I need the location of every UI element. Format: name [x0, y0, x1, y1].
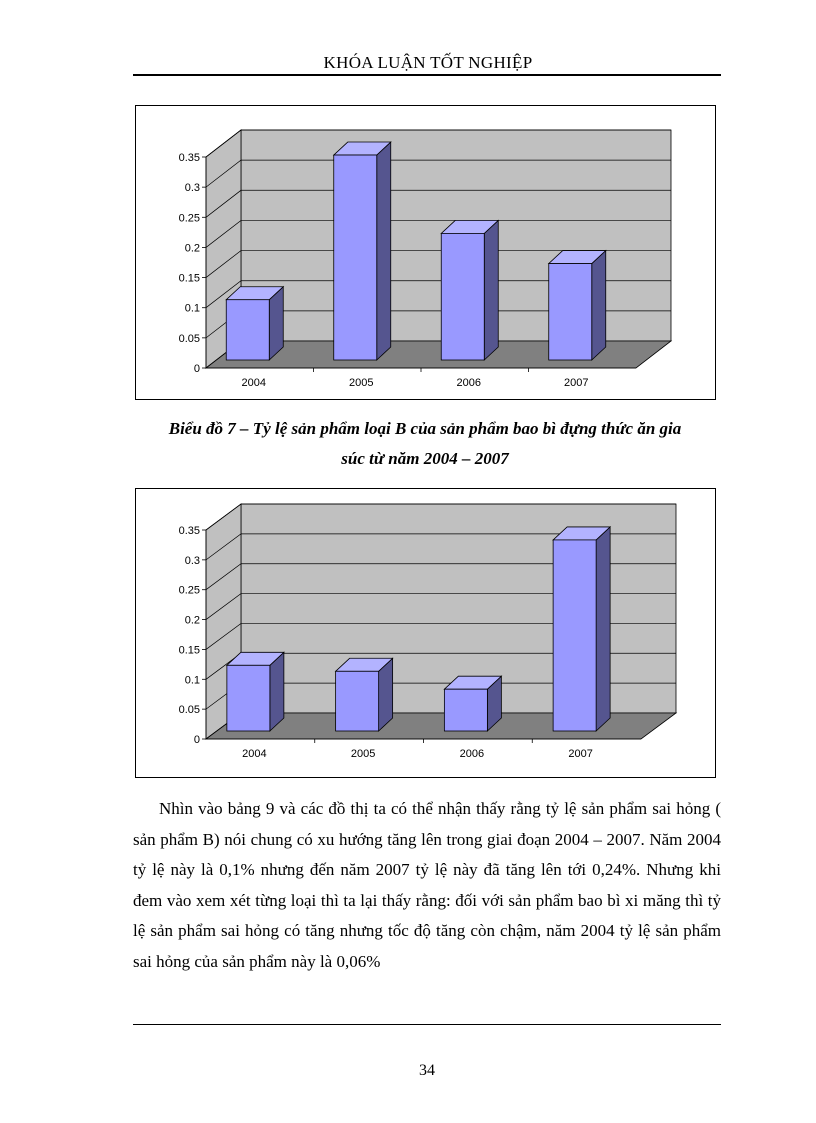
- body-paragraph-text: Nhìn vào bảng 9 và các đồ thị ta có thể nhận thấy rằng tỷ lệ sản phẩm sai hỏng ( sản phẩm B) nói chung có xu hướng tăng lên trong giai đoạn 2004 – 2007. Năm 2004 tỷ lệ này là 0,1% nhưng đến năm 2007 tỷ lệ này đã tăng lên tới 0,24%. Nhưng khi đem vào xem xét từng loại thì ta lại thấy rằng: đối với sản phẩm bao bì xi măng thì tỷ lệ sản phẩm sai hỏng có tăng nhưng tốc độ tăng còn chậm, năm 2004 tỷ lệ sản phẩm sai hỏng của sản phẩm này là 0,06%: [133, 799, 721, 971]
- body-paragraph: [133, 794, 721, 977]
- chart-1-bar-2007: [549, 264, 592, 360]
- bar-chart-2: [135, 488, 716, 778]
- bar-chart-1-svg: [136, 106, 715, 399]
- chart-2-bar-2006: [444, 689, 487, 731]
- chart-2-y-tick-label: 0.2: [184, 614, 200, 627]
- chart-1-y-tick-label: 0.2: [184, 242, 200, 255]
- chart-1-y-tick-label: 0.35: [178, 152, 200, 164]
- footer-rule: [133, 1024, 721, 1025]
- chart-2-bar-2004-side: [270, 652, 284, 731]
- chart-1-bar-2007-side: [592, 251, 606, 360]
- chart-1-y-tick-label: 0.1: [184, 302, 200, 315]
- chart-1-y-tick-label: 0.3: [184, 182, 200, 195]
- chart-1-bar-2004: [226, 300, 269, 360]
- chart-2-bar-2007-side: [596, 527, 610, 731]
- chart-2-y-tick-label: 0.35: [178, 525, 200, 537]
- chart-1-x-tick-label: 2007: [564, 377, 589, 389]
- chart-2-x-tick-label: 2007: [568, 748, 593, 760]
- chart-2-y-tick-label: 0: [193, 734, 200, 746]
- chart-2-bar-2007: [553, 540, 596, 731]
- chart-2-x-tick-label: 2004: [242, 748, 267, 760]
- chart-2-y-tick-label: 0.25: [178, 584, 200, 597]
- header-title: KHÓA LUẬN TỐT NGHIỆP: [323, 53, 533, 72]
- page-number: 34: [419, 1062, 435, 1079]
- chart-1-bar-2006: [441, 233, 484, 360]
- chart-1-x-tick-label: 2005: [349, 377, 374, 389]
- chart-2-y-tick-label: 0.3: [184, 554, 200, 567]
- bar-chart-1: [135, 105, 716, 400]
- chart-2-y-tick-label: 0.15: [178, 644, 200, 657]
- chart-1-x-tick-label: 2004: [241, 377, 266, 389]
- chart-1-bar-2005: [334, 155, 377, 360]
- chart-2-bar-2004: [227, 665, 270, 731]
- chart-1-caption-line-2: súc từ năm 2004 – 2007: [341, 449, 509, 468]
- chart-1-y-tick-label: 0.05: [178, 332, 200, 345]
- chart-2-bar-2005: [336, 671, 379, 731]
- chart-1-bar-2006-side: [484, 220, 498, 360]
- chart-1-x-tick-label: 2006: [456, 377, 481, 389]
- chart-1-y-tick-label: 0.25: [178, 212, 200, 225]
- chart-2-y-tick-label: 0.1: [184, 674, 200, 687]
- chart-1-caption: [135, 414, 715, 474]
- bar-chart-2-svg: [136, 489, 715, 777]
- chart-1-bar-2005-side: [377, 142, 391, 360]
- chart-1-y-tick-label: 0: [193, 363, 200, 375]
- chart-2-x-tick-label: 2005: [350, 748, 376, 760]
- chart-1-y-tick-label: 0.15: [178, 272, 200, 285]
- header-rule: [133, 74, 721, 76]
- chart-2-x-tick-label: 2006: [459, 748, 485, 760]
- chart-2-y-tick-label: 0.05: [178, 704, 200, 717]
- chart-1-caption-line-1: Biểu đồ 7 – Tỷ lệ sản phẩm loại B của sản phẩm bao bì đựng thức ăn gia: [168, 419, 682, 438]
